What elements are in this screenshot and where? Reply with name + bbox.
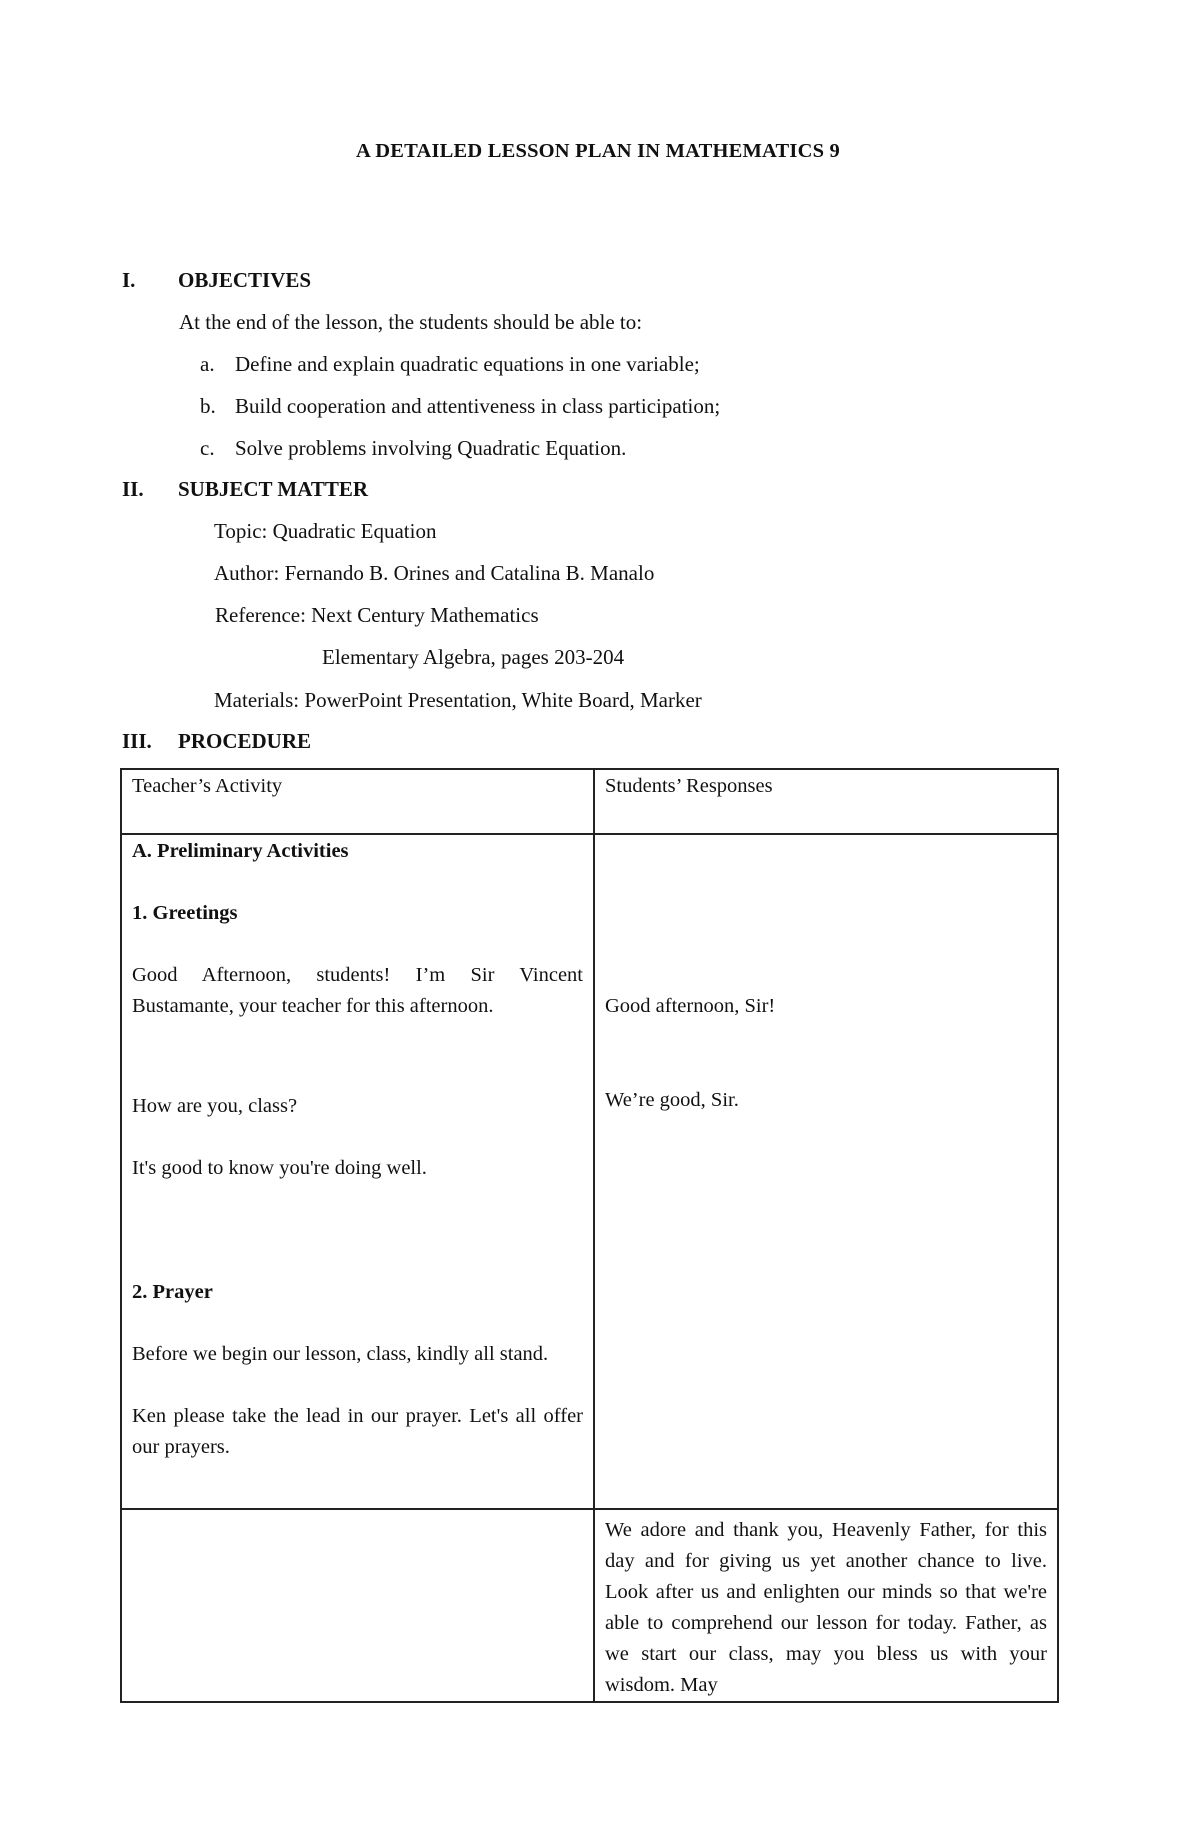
teacher-cell-empty	[121, 1509, 594, 1702]
greetings-heading: 1. Greetings	[132, 902, 238, 924]
subject-author: Author: Fernando B. Orines and Catalina B. Manalo	[214, 561, 655, 585]
how-response: We’re good, Sir.	[605, 1089, 739, 1111]
objective-item	[200, 352, 700, 377]
prayer-stand-text: Before we begin our lesson, class, kindly all stand.	[132, 1343, 549, 1365]
objective-text: Define and explain quadratic equations in one variable;	[235, 352, 700, 376]
section-numeral: I.	[122, 268, 136, 292]
header-students-responses: Students’ Responses	[594, 769, 1058, 834]
students-cell	[594, 834, 1058, 1509]
objective-letter: c.	[200, 436, 215, 460]
section-numeral: II.	[122, 477, 144, 501]
objective-item	[200, 394, 720, 419]
prayer-lead-text: Ken please take the lead in our prayer. Let's all offer our prayers.	[132, 1405, 583, 1458]
section-title: SUBJECT MATTER	[178, 477, 369, 501]
table-row	[121, 1509, 1058, 1702]
prayer-response: We adore and thank you, Heavenly Father, for this day and for giving us yet another chance to live. Look after us and enlighten our minds so that we're able to comprehend our lesson for today. Father, as we start our class, may you bless us with your wisdom. May	[594, 1509, 1058, 1702]
header-teacher-activity: Teacher’s Activity	[121, 769, 594, 834]
subject-materials: Materials: PowerPoint Presentation, White Board, Marker	[214, 688, 702, 712]
objective-letter: b.	[200, 394, 216, 418]
table-row	[121, 834, 1058, 1509]
subject-reference: Reference: Next Century Mathematics	[215, 603, 539, 627]
subject-reference-continued: Elementary Algebra, pages 203-204	[322, 645, 625, 669]
objective-letter: a.	[200, 352, 215, 376]
section-title: OBJECTIVES	[178, 268, 312, 292]
page-title: A DETAILED LESSON PLAN IN MATHEMATICS 9	[356, 140, 840, 162]
section-title: PROCEDURE	[178, 729, 312, 753]
greeting-response: Good afternoon, Sir!	[605, 995, 776, 1017]
section-objectives-heading	[122, 268, 311, 293]
subject-topic: Topic: Quadratic Equation	[214, 519, 437, 543]
good-to-know-text: It's good to know you're doing well.	[132, 1157, 427, 1179]
section-subject-matter-heading	[122, 477, 368, 502]
procedure-table	[120, 768, 1059, 1703]
section-numeral: III.	[122, 729, 152, 753]
how-are-you-text: How are you, class?	[132, 1095, 298, 1117]
preliminary-heading: A. Preliminary Activities	[132, 840, 349, 862]
objective-text: Build cooperation and attentiveness in class participation;	[235, 394, 721, 418]
objective-item	[200, 436, 626, 461]
greeting-text: Good Afternoon, students! I’m Sir Vincent Bustamante, your teacher for this afternoon.	[132, 964, 583, 1017]
prayer-heading: 2. Prayer	[132, 1281, 213, 1303]
table-header-row	[121, 769, 1058, 834]
objectives-intro: At the end of the lesson, the students should be able to:	[179, 310, 643, 334]
objective-text: Solve problems involving Quadratic Equation.	[235, 436, 627, 460]
section-procedure-heading	[122, 729, 311, 754]
teacher-cell	[121, 834, 594, 1509]
